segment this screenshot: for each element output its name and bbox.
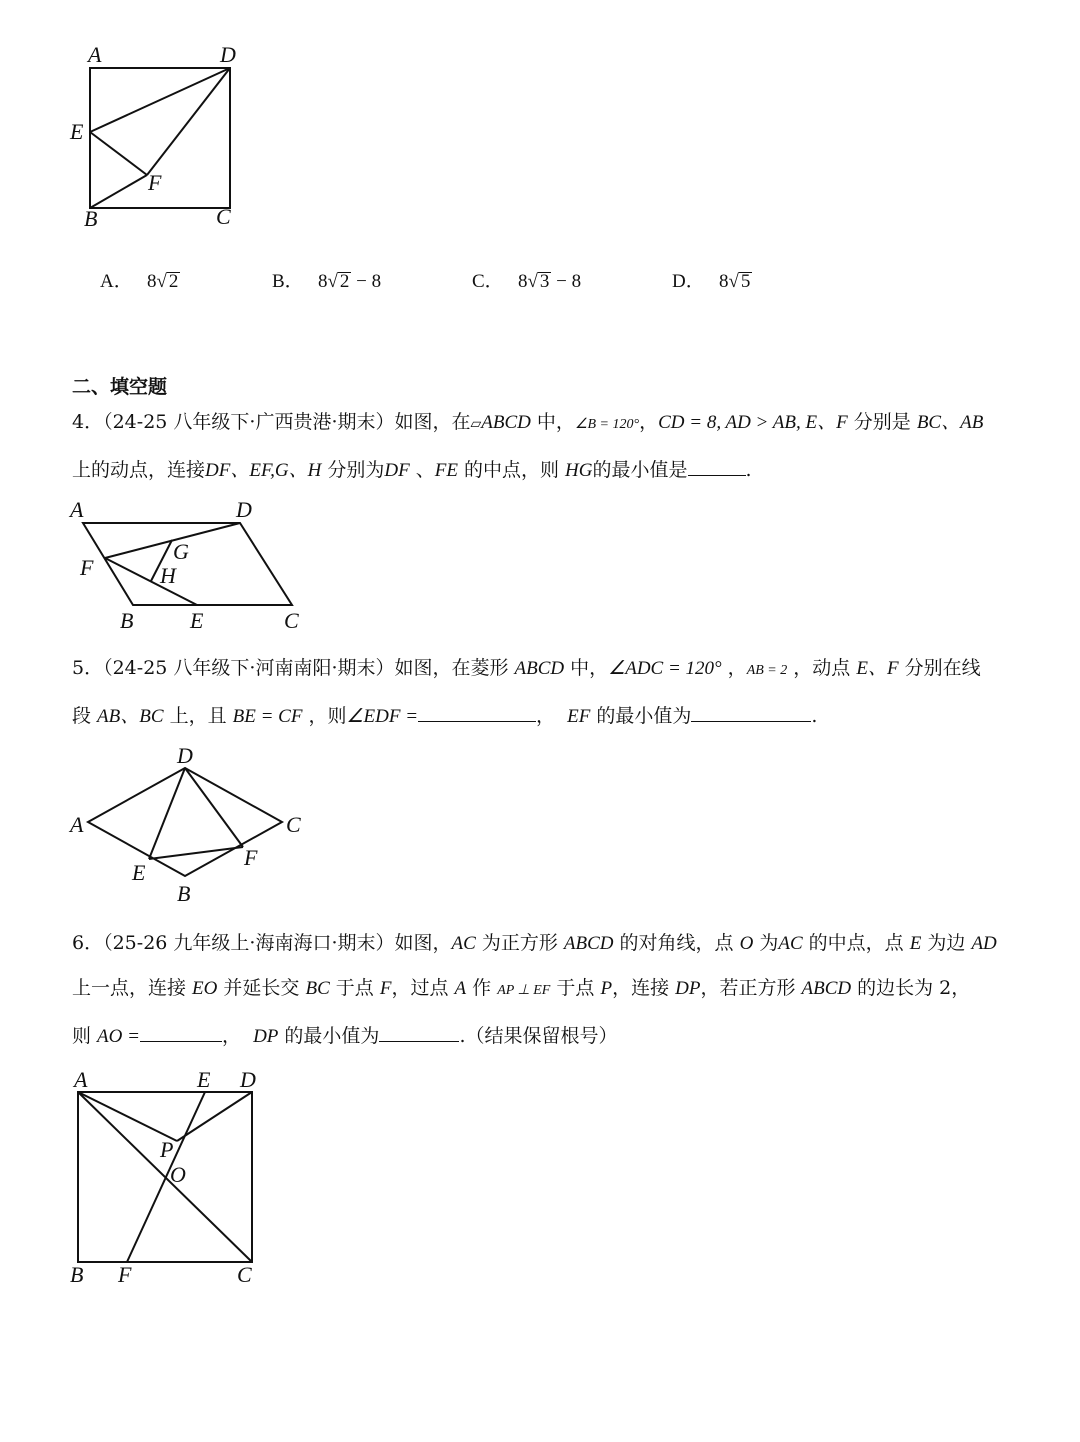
q6-ao-blank[interactable] (140, 1023, 222, 1042)
label-a: A (70, 812, 84, 837)
q6-line-2: 上一点，连接 EO 并延长交 BC 于点 F，过点 A 作 AP ⊥ EF 于点 P，连接 DP，若正方形 ABCD 的边长为 2， (72, 977, 971, 999)
q5-line-2: 段 AB、BC 上，且 BE = CF ，则∠EDF = ， EF 的最小值为 . (72, 705, 818, 727)
figure-q5-rhombus (60, 740, 340, 910)
q6-line-3: 则 AO = ， DP 的最小值为 .（结果保留根号） (72, 1025, 618, 1047)
q5-angle-blank[interactable] (418, 703, 536, 722)
label-d: D (220, 42, 236, 67)
q6-line-1: 6．（25-26 九年级上·海南海口·期末）如图，AC 为正方形 ABCD 的对角线，点 O 为AC 的中点，点 E 为边 AD (72, 932, 997, 954)
figure-square-ef (60, 40, 280, 240)
label-f: F (244, 845, 258, 870)
figure-q6-square (60, 1060, 280, 1290)
label-a: A (70, 497, 84, 522)
q4-line-1: 4．（24-25 八年级下·广西贵港·期末）如图，在▱ABCD 中，∠B = 120°，CD = 8, AD > AB, E、F 分别是 BC、AB (72, 411, 984, 433)
option-a[interactable]: A． 8√ 2 (100, 271, 179, 292)
label-e: E (190, 608, 204, 633)
label-f: F (148, 170, 162, 195)
label-b: B (84, 206, 98, 231)
option-c[interactable]: C． 8√ 3 − 8 (472, 271, 582, 292)
label-c: C (216, 204, 231, 229)
option-d[interactable]: D． 8√ 5 (672, 271, 751, 292)
label-c: C (284, 608, 299, 633)
label-e: E (70, 119, 84, 144)
label-f: F (80, 555, 94, 580)
q6-dp-blank[interactable] (379, 1023, 459, 1042)
label-b: B (177, 881, 191, 906)
q5-line-1: 5．（24-25 八年级下·河南南阳·期末）如图，在菱形 ABCD 中，∠ADC = 120° ，AB = 2 ，动点 E、F 分别在线 (72, 657, 981, 679)
q4-answer-blank[interactable] (688, 457, 746, 476)
label-c: C (286, 812, 301, 837)
label-g: G (173, 539, 189, 564)
label-d: D (240, 1067, 256, 1092)
label-d: D (236, 497, 252, 522)
label-b: B (120, 608, 134, 633)
option-b[interactable]: B． 8√ 2 − 8 (272, 271, 382, 292)
label-f: F (118, 1262, 132, 1287)
label-e: E (132, 860, 146, 885)
label-p: P (160, 1137, 174, 1162)
label-h: H (160, 563, 176, 588)
label-b: B (70, 1262, 84, 1287)
label-o: O (170, 1162, 186, 1187)
figure-q4-parallelogram (60, 495, 320, 640)
label-c: C (237, 1262, 252, 1287)
label-d: D (177, 743, 193, 768)
q5-min-blank[interactable] (691, 703, 811, 722)
q4-line-2: 上的动点，连接DF、EF,G、H 分别为DF 、FE 的中点，则 HG的最小值是 . (72, 459, 752, 481)
label-a: A (88, 42, 102, 67)
label-e: E (197, 1067, 211, 1092)
label-a: A (74, 1067, 88, 1092)
section-title: 二、填空题 (72, 376, 168, 398)
